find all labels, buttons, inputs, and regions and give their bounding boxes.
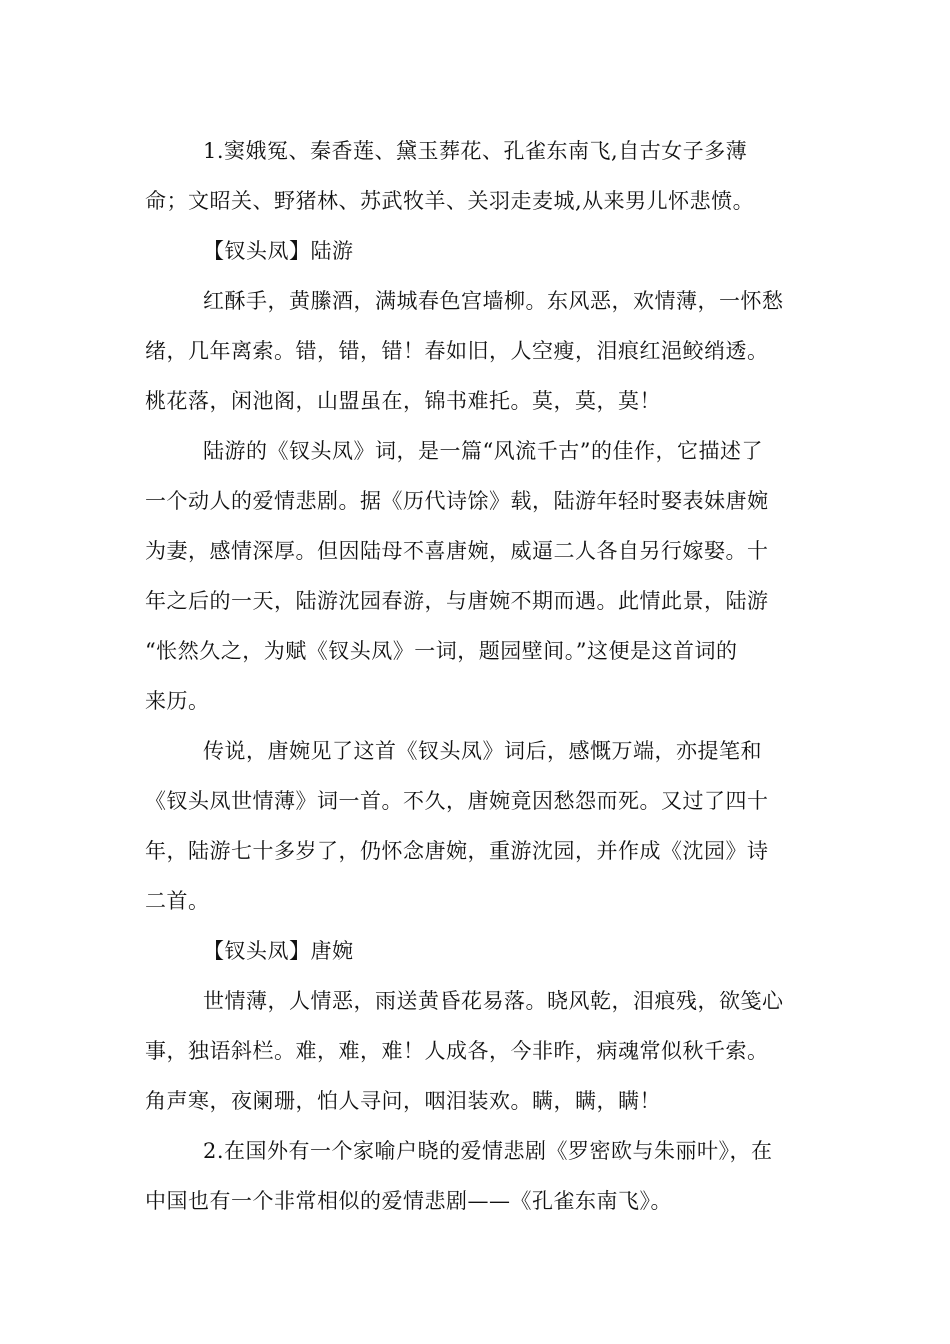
text-line: 一个动人的爱情悲剧。据《历代诗馀》载，陆游年轻时娶表妹唐婉 bbox=[145, 489, 769, 513]
text-line: 命；文昭关、野猪林、苏武牧羊、关羽走麦城,从来男儿怀悲愤。 bbox=[145, 189, 755, 213]
text-line: 世情薄，人情恶，雨送黄昏花易落。晓风乾，泪痕残，欲笺心 bbox=[203, 989, 784, 1013]
text-line: 红酥手，黄縢酒，满城春色宫墙柳。东风恶，欢情薄，一怀愁 bbox=[203, 289, 784, 313]
text-line: 1.窦娥冤、秦香莲、黛玉葬花、孔雀东南飞,自古女子多薄 bbox=[203, 139, 748, 163]
text-line: 事，独语斜栏。难，难，难！人成各，今非昨，病魂常似秋千索。 bbox=[145, 1039, 769, 1063]
text-line: 传说，唐婉见了这首《钗头凤》词后，感慨万端，亦提笔和 bbox=[203, 739, 762, 763]
text-line: 桃花落，闲池阁，山盟虽在，锦书难托。莫，莫，莫！ bbox=[145, 389, 661, 413]
text-line: 《钗头凤世情薄》词一首。不久，唐婉竟因愁怨而死。又过了四十 bbox=[145, 789, 769, 813]
text-line: 年之后的一天，陆游沈园春游，与唐婉不期而遇。此情此景，陆游 bbox=[145, 589, 769, 613]
text-line: 角声寒，夜阑珊，怕人寻问，咽泪装欢。瞒，瞒，瞒！ bbox=[145, 1089, 661, 1113]
section-heading: 【钗头凤】唐婉 bbox=[203, 939, 354, 963]
section-heading: 【钗头凤】陆游 bbox=[203, 239, 354, 263]
text-line: 2.在国外有一个家喻户晓的爱情悲剧《罗密欧与朱丽叶》，在 bbox=[203, 1139, 773, 1163]
text-line: 二首。 bbox=[145, 889, 210, 913]
text-line: 为妻，感情深厚。但因陆母不喜唐婉，威逼二人各自另行嫁娶。十 bbox=[145, 539, 769, 563]
text-line: 来历。 bbox=[145, 689, 210, 713]
text-line: 绪，几年离索。错，错，错！春如旧，人空瘦，泪痕红浥鲛绡透。 bbox=[145, 339, 769, 363]
text-line: “怅然久之，为赋《钗头凤》一词，题园壁间。”这便是这首词的 bbox=[145, 639, 738, 663]
text-line: 年，陆游七十多岁了，仍怀念唐婉，重游沈园，并作成《沈园》诗 bbox=[145, 839, 769, 863]
text-line: 陆游的《钗头凤》词，是一篇“风流千古”的佳作，它描述了 bbox=[203, 439, 763, 463]
text-line: 中国也有一个非常相似的爱情悲剧——《孔雀东南飞》。 bbox=[145, 1189, 672, 1213]
